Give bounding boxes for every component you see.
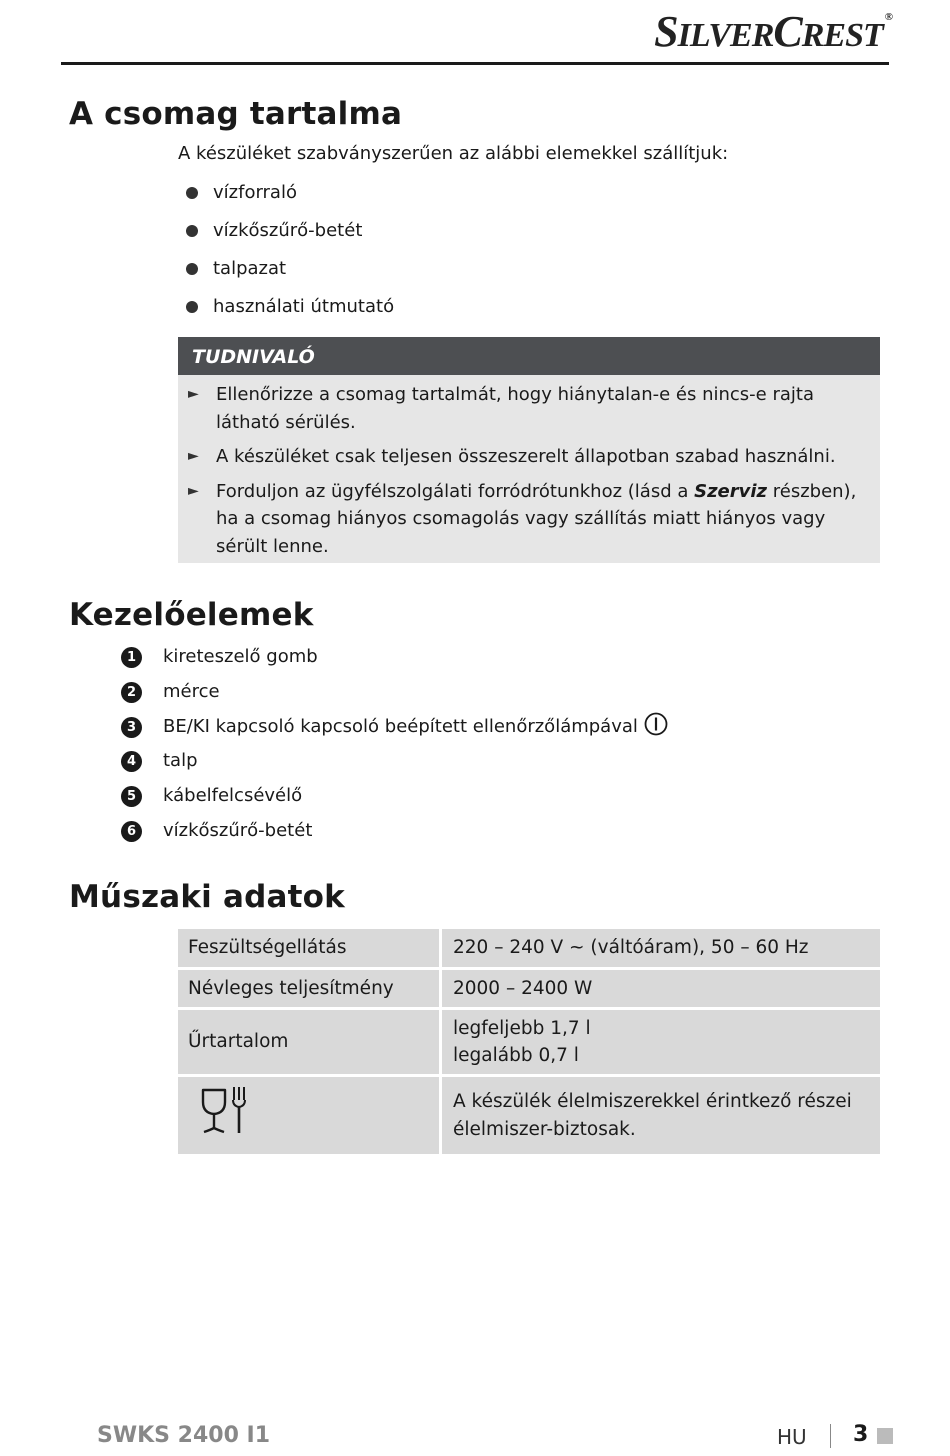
list-item: 3 BE/KI kapcsoló kapcsoló beépített ellenőrzőlámpával [120, 712, 668, 747]
header-rule [61, 62, 889, 65]
note-box [178, 337, 880, 563]
section-title-controls: Kezelőelemek [69, 597, 314, 633]
footer-language: HU [777, 1425, 807, 1449]
package-intro-text: A készüléket szabványszerűen az alábbi elemekkel szállítjuk: [178, 143, 729, 164]
number-badge: 3 [121, 717, 142, 738]
number-badge: 1 [121, 647, 142, 668]
spec-key: Feszültségellátás [178, 929, 442, 970]
footer-square-icon [877, 1428, 893, 1444]
section-title-technical-data: Műszaki adatok [69, 879, 345, 915]
spec-value: legfeljebb 1,7 l legalább 0,7 l [442, 1010, 880, 1077]
triangle-right-icon: ► [188, 386, 199, 402]
spec-key: Űrtartalom [178, 1010, 442, 1077]
note-item: ► Ellenőrizze a csomag tartalmát, hogy hiánytalan-e és nincs-e rajta látható sérülés. [178, 381, 880, 436]
note-heading: TUDNIVALÓ [178, 337, 880, 375]
list-item: talpazat [185, 256, 394, 294]
note-item: ► Forduljon az ügyfélszolgálati forródrótunkhoz (lásd a Szerviz részben), ha a csomag hiányos csomagolás vagy szállítás miatt hiányos vagy sérült lenne. [178, 478, 880, 561]
table-row [178, 970, 880, 1010]
table-row [178, 1010, 880, 1077]
brand-logo: SILVERCREST ® [654, 7, 892, 56]
list-item: 1 kireteszelő gomb [120, 642, 668, 677]
page-number: 3 [853, 1422, 869, 1447]
list-item: vízforraló [185, 180, 394, 218]
footer-divider [830, 1424, 831, 1448]
list-item: 6 vízkőszűrő-betét [120, 816, 668, 851]
note-item: ► A készüléket csak teljesen összeszerelt állapotban szabad használni. [178, 443, 880, 471]
note-list [178, 375, 880, 560]
spec-value: A készülék élelmiszerekkel érintkező részei élelmiszer-biztosak. [442, 1077, 880, 1157]
number-badge: 5 [121, 786, 142, 807]
triangle-right-icon: ► [188, 482, 199, 499]
spec-value: 220 – 240 V ~ (váltóáram), 50 – 60 Hz [442, 929, 880, 970]
number-badge: 6 [121, 821, 142, 842]
spec-key: Névleges teljesítmény [178, 970, 442, 1010]
bullet-icon [186, 301, 198, 313]
bullet-icon [186, 187, 198, 199]
power-switch-icon [644, 712, 668, 736]
table-row [178, 1077, 880, 1157]
bullet-icon [186, 225, 198, 237]
section-title-package-contents: A csomag tartalma [69, 96, 403, 132]
spec-key [178, 1077, 442, 1157]
list-item: vízkőszűrő-betét [185, 218, 394, 256]
list-item: 4 talp [120, 746, 668, 781]
service-reference: Szerviz [694, 480, 768, 502]
food-safe-glass-fork-icon [200, 1086, 248, 1136]
bullet-icon [186, 263, 198, 275]
controls-list [120, 642, 668, 851]
number-badge: 4 [121, 751, 142, 772]
triangle-right-icon: ► [188, 448, 199, 464]
number-badge: 2 [121, 682, 142, 703]
list-item: 5 kábelfelcsévélő [120, 781, 668, 816]
table-row [178, 929, 880, 970]
technical-data-table [178, 929, 880, 1157]
list-item: 2 mérce [120, 677, 668, 712]
footer-model: SWKS 2400 I1 [97, 1423, 271, 1448]
spec-value: 2000 – 2400 W [442, 970, 880, 1010]
package-contents-list [185, 180, 394, 332]
list-item: használati útmutató [185, 294, 394, 332]
